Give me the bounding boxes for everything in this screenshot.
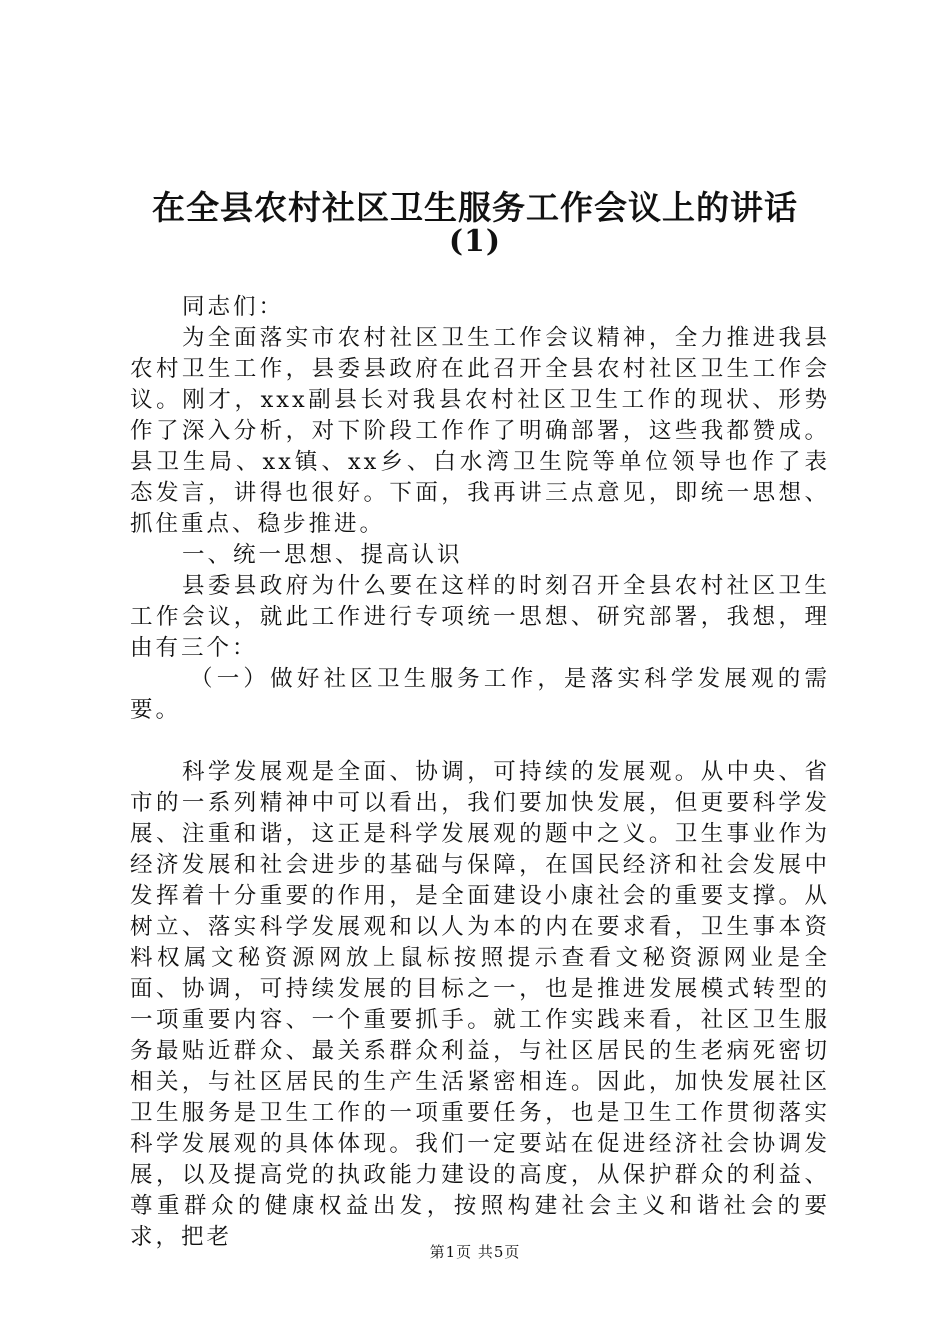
document-title: 在全县农村社区卫生服务工作会议上的讲话 xyxy=(152,188,798,227)
salutation: 同志们： xyxy=(182,294,285,320)
section-heading-1: 一、统一思想、提高认识 xyxy=(182,542,463,568)
paragraph-reasons: 县委县政府为什么要在这样的时刻召开全县农村社区卫生工作会议，就此工作进行专项统一思想、研究部署，我想，理由有三个： xyxy=(130,573,830,661)
paragraph-gap xyxy=(130,726,830,757)
document-body xyxy=(130,292,830,1253)
subsection-heading-1: （一）做好社区卫生服务工作，是落实科学发展观的需要。 xyxy=(130,666,830,723)
paragraph-intro: 为全面落实市农村社区卫生工作会议精神，全力推进我县农村卫生工作，县委县政府在此召开全县农村社区卫生工作会议。刚才，xxx副县长对我县农村社区卫生工作的现状、形势作了深入分析，对下阶段工作作了明确部署，这些我都赞成。县卫生局、xx镇、xx乡、白水湾卫生院等单位领导也作了表态发言，讲得也很好。下面，我再讲三点意见，即统一思想、抓住重点、稳步推进。 xyxy=(130,325,830,537)
document-title-suffix: (1) xyxy=(448,224,502,259)
page-footer: 第1页 共5页 xyxy=(429,1243,521,1261)
paragraph-scientific-development: 科学发展观是全面、协调，可持续的发展观。从中央、省市的一系列精神中可以看出，我们要加快发展，但更要科学发展、注重和谐，这正是科学发展观的题中之义。卫生事业作为经济发展和社会进步的基础与保障，在国民经济和社会发展中发挥着十分重要的作用，是全面建设小康社会的重要支撑。从树立、落实科学发展观和以人为本的内在要求看，卫生事本资料权属文秘资源网放上鼠标按照提示查看文秘资源网业是全面、协调，可持续发展的目标之一，也是推进发展模式转型的一项重要内容、一个重要抓手。就工作实践来看，社区卫生服务最贴近群众、最关系群众利益，与社区居民的生老病死密切相关，与社区居民的生产生活紧密相连。因此，加快发展社区卫生服务是卫生工作的一项重要任务，也是卫生工作贯彻落实科学发展观的具体体现。我们一定要站在促进经济社会协调发展，以及提高党的执政能力建设的高度，从保护群众的利益、尊重群众的健康权益出发，按照构建社会主义和谐社会的要求，把老 xyxy=(130,759,830,1250)
